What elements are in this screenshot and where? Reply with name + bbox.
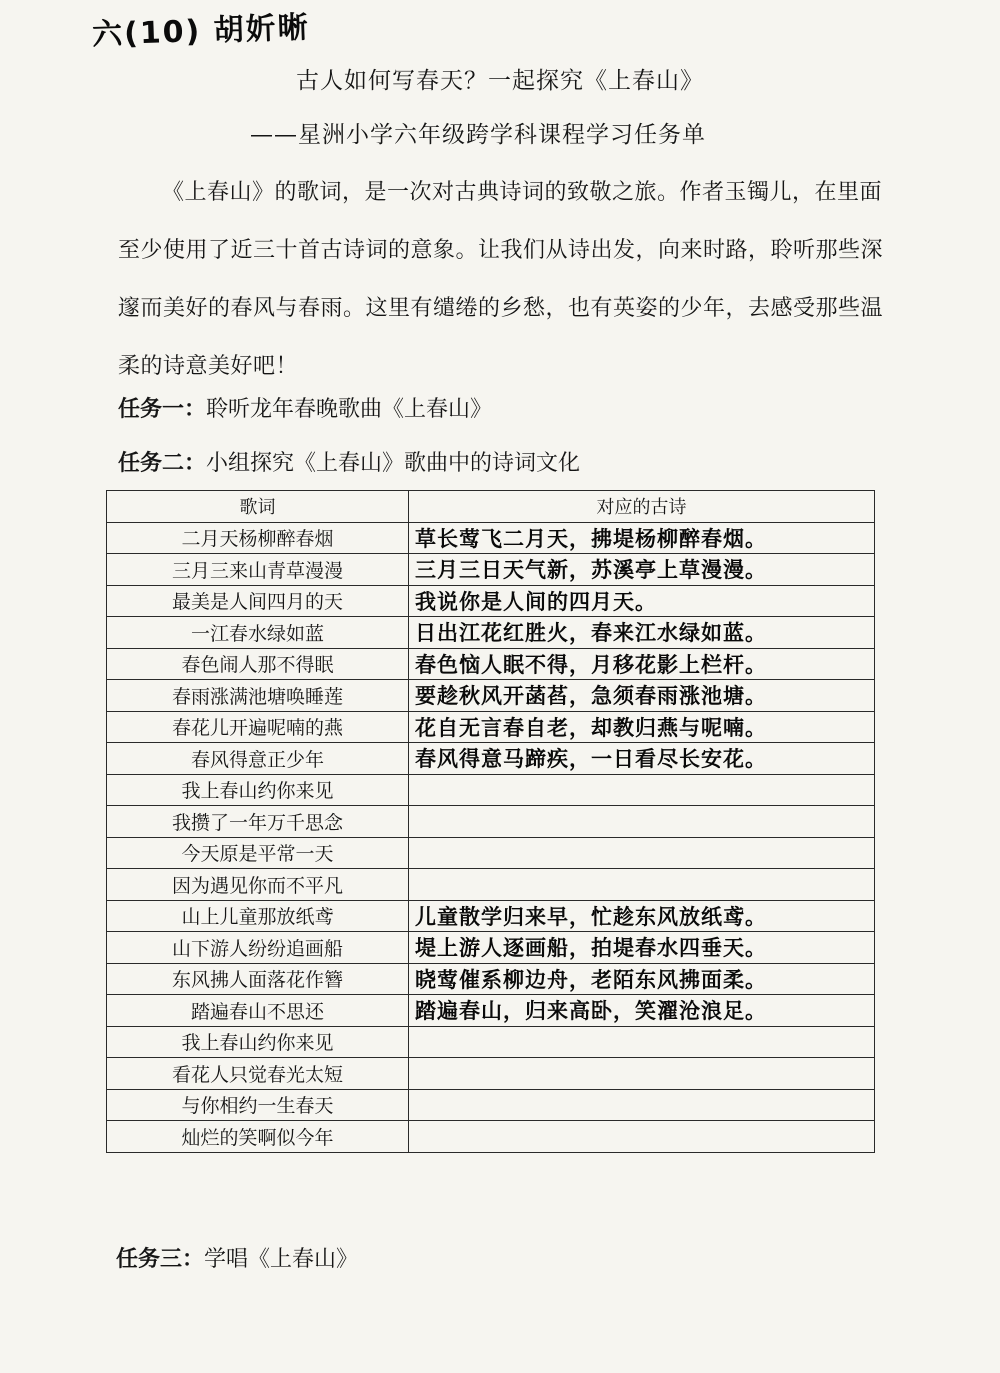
table-header-row	[107, 491, 875, 523]
task-two-text: 小组探究《上春山》歌曲中的诗词文化	[206, 451, 581, 476]
table-row	[107, 1026, 875, 1058]
table-row	[107, 648, 875, 680]
lyric-cell: 一江春水绿如蓝	[107, 617, 409, 649]
task-three-text: 学唱《上春山》	[204, 1247, 359, 1272]
table-row	[107, 963, 875, 995]
table-row	[107, 900, 875, 932]
poem-cell-handwritten[interactable]: 要趁秋风开菡萏，急须春雨涨池塘。	[409, 680, 875, 712]
poem-cell-handwritten[interactable]	[409, 1058, 875, 1090]
lyric-cell: 灿烂的笑啊似今年	[107, 1121, 409, 1153]
lyric-cell: 我上春山约你来见	[107, 774, 409, 806]
lyric-cell: 东风拂人面落花作簪	[107, 963, 409, 995]
lyric-cell: 三月三来山青草漫漫	[107, 554, 409, 586]
task-two	[118, 446, 580, 477]
poem-cell-handwritten[interactable]	[409, 806, 875, 838]
student-name-handwritten: 六(10) 胡妡晰	[91, 10, 311, 53]
task-one-label: 任务一：	[118, 397, 207, 422]
table-row	[107, 680, 875, 712]
table-row	[107, 585, 875, 617]
poem-cell-handwritten[interactable]: 踏遍春山，归来高卧，笑濯沧浪足。	[409, 995, 875, 1027]
poem-cell-handwritten[interactable]: 我说你是人间的四月天。	[409, 585, 875, 617]
lyric-cell: 我上春山约你来见	[107, 1026, 409, 1058]
table-row	[107, 522, 875, 554]
intro-paragraph: 《上春山》的歌词，是一次对古典诗词的致敬之旅。作者玉镯儿，在里面至少使用了近三十首古诗词的意象。让我们从诗出发，向来时路，聆听那些深邃而美好的春风与春雨。这里有缱绻的乡愁，也有英姿的少年，去感受那些温柔的诗意美好吧！	[118, 180, 884, 379]
table-row	[107, 806, 875, 838]
table-row	[107, 932, 875, 964]
lyric-cell: 与你相约一生春天	[107, 1089, 409, 1121]
poem-cell-handwritten[interactable]: 晓莺催系柳边舟，老陌东风拂面柔。	[409, 963, 875, 995]
lyric-cell: 看花人只觉春光太短	[107, 1058, 409, 1090]
lyric-cell: 春色闹人那不得眠	[107, 648, 409, 680]
lyric-cell: 春花儿开遍呢喃的燕	[107, 711, 409, 743]
poem-cell-handwritten[interactable]: 儿童散学归来早，忙趁东风放纸鸢。	[409, 900, 875, 932]
poem-cell-handwritten[interactable]: 堤上游人逐画船，拍堤春水四垂天。	[409, 932, 875, 964]
poem-cell-handwritten[interactable]	[409, 1089, 875, 1121]
poem-cell-handwritten[interactable]	[409, 869, 875, 901]
poem-cell-handwritten[interactable]: 日出江花红胜火，春来江水绿如蓝。	[409, 617, 875, 649]
table-body	[107, 522, 875, 1152]
table-row	[107, 1089, 875, 1121]
task-three	[116, 1242, 358, 1273]
table-row	[107, 554, 875, 586]
column-header-poem: 对应的古诗	[409, 491, 875, 523]
table-row	[107, 774, 875, 806]
lyric-cell: 今天原是平常一天	[107, 837, 409, 869]
lyrics-poem-table	[106, 490, 875, 1153]
lyric-cell: 最美是人间四月的天	[107, 585, 409, 617]
table-row	[107, 837, 875, 869]
lyric-cell: 山上儿童那放纸鸢	[107, 900, 409, 932]
lyric-cell: 二月天杨柳醉春烟	[107, 522, 409, 554]
poem-cell-handwritten[interactable]: 三月三日天气新，苏溪亭上草漫漫。	[409, 554, 875, 586]
lyric-cell: 踏遍春山不思还	[107, 995, 409, 1027]
task-two-label: 任务二：	[118, 451, 207, 476]
table-row	[107, 743, 875, 775]
page-subtitle: ——星洲小学六年级跨学科课程学习任务单	[250, 122, 706, 148]
table-row	[107, 617, 875, 649]
table-row	[107, 711, 875, 743]
lyric-cell: 春风得意正少年	[107, 743, 409, 775]
lyric-cell: 因为遇见你而不平凡	[107, 869, 409, 901]
poem-cell-handwritten[interactable]	[409, 774, 875, 806]
poem-cell-handwritten[interactable]: 花自无言春自老，却教归燕与呢喃。	[409, 711, 875, 743]
table-row	[107, 995, 875, 1027]
lyric-cell: 山下游人纷纷追画船	[107, 932, 409, 964]
table-row	[107, 1121, 875, 1153]
task-one-text: 聆听龙年春晚歌曲《上春山》	[206, 397, 493, 422]
column-header-lyric: 歌词	[107, 491, 409, 523]
table-row	[107, 869, 875, 901]
poem-cell-handwritten[interactable]	[409, 1026, 875, 1058]
page-title: 古人如何写春天？一起探究《上春山》	[296, 68, 704, 94]
poem-cell-handwritten[interactable]: 春风得意马蹄疾，一日看尽长安花。	[409, 743, 875, 775]
lyric-cell: 我攒了一年万千思念	[107, 806, 409, 838]
poem-cell-handwritten[interactable]	[409, 837, 875, 869]
poem-cell-handwritten[interactable]: 春色恼人眠不得，月移花影上栏杆。	[409, 648, 875, 680]
task-three-label: 任务三：	[116, 1247, 205, 1272]
poem-cell-handwritten[interactable]: 草长莺飞二月天，拂堤杨柳醉春烟。	[409, 522, 875, 554]
task-one	[118, 392, 492, 423]
poem-cell-handwritten[interactable]	[409, 1121, 875, 1153]
lyric-cell: 春雨涨满池塘唤睡莲	[107, 680, 409, 712]
table-row	[107, 1058, 875, 1090]
